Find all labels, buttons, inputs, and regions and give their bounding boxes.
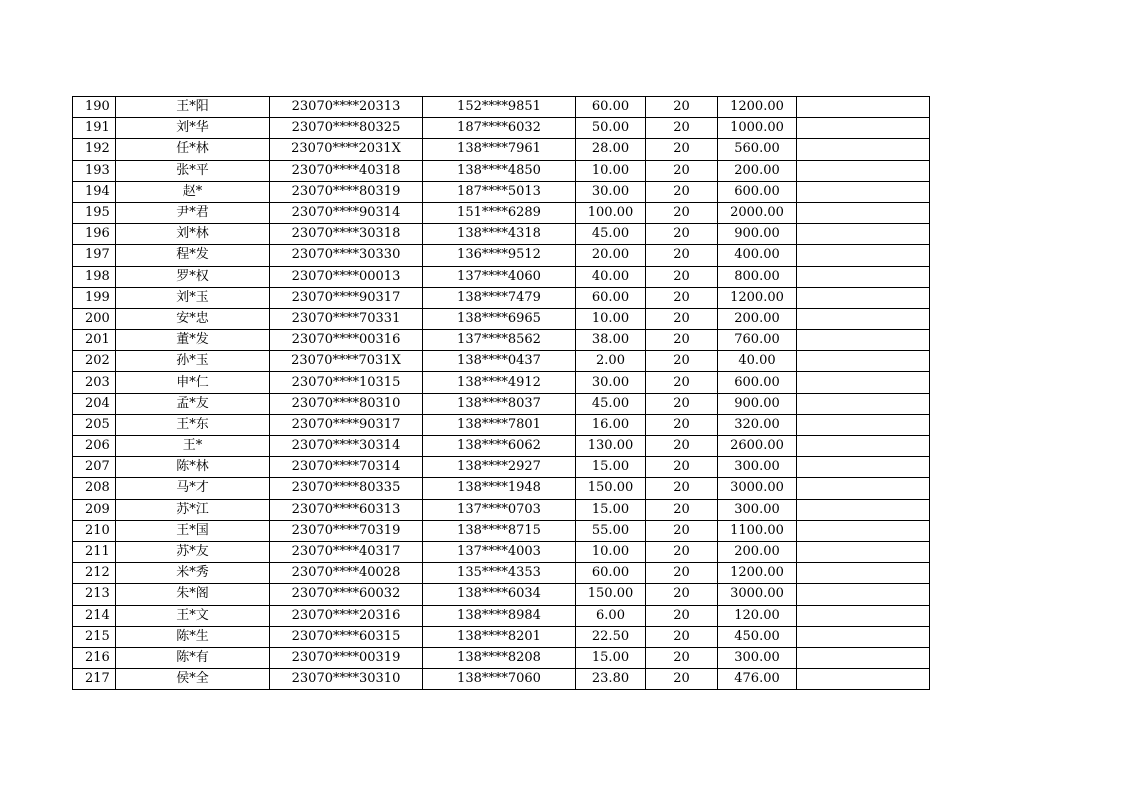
id-number-cell: 23070****20313 (270, 97, 423, 118)
phone-cell: 138****8984 (423, 605, 576, 626)
note-cell (797, 393, 930, 414)
id-number-cell: 23070****30314 (270, 436, 423, 457)
phone-cell: 138****4912 (423, 372, 576, 393)
id-number-cell: 23070****80319 (270, 181, 423, 202)
table-row (73, 669, 930, 690)
amount-cell: 600.00 (718, 181, 797, 202)
id-number-cell: 23070****30310 (270, 669, 423, 690)
quantity-cell: 45.00 (576, 393, 646, 414)
row-number-cell: 210 (73, 520, 116, 541)
note-cell (797, 541, 930, 562)
unit-price-cell: 20 (646, 245, 718, 266)
row-number-cell: 213 (73, 584, 116, 605)
row-number-cell: 205 (73, 414, 116, 435)
note-cell (797, 351, 930, 372)
phone-cell: 138****8201 (423, 626, 576, 647)
quantity-cell: 2.00 (576, 351, 646, 372)
row-number-cell: 202 (73, 351, 116, 372)
phone-cell: 138****7060 (423, 669, 576, 690)
note-cell (797, 202, 930, 223)
name-cell: 王*文 (116, 605, 270, 626)
quantity-cell: 60.00 (576, 287, 646, 308)
unit-price-cell: 20 (646, 139, 718, 160)
note-cell (797, 647, 930, 668)
unit-price-cell: 20 (646, 372, 718, 393)
amount-cell: 3000.00 (718, 584, 797, 605)
unit-price-cell: 20 (646, 414, 718, 435)
row-number-cell: 209 (73, 499, 116, 520)
note-cell (797, 584, 930, 605)
quantity-cell: 15.00 (576, 647, 646, 668)
amount-cell: 300.00 (718, 457, 797, 478)
name-cell: 刘*华 (116, 118, 270, 139)
name-cell: 程*发 (116, 245, 270, 266)
note-cell (797, 520, 930, 541)
table-row (73, 118, 930, 139)
unit-price-cell: 20 (646, 669, 718, 690)
amount-cell: 40.00 (718, 351, 797, 372)
phone-cell: 138****4318 (423, 224, 576, 245)
phone-cell: 138****6034 (423, 584, 576, 605)
amount-cell: 200.00 (718, 160, 797, 181)
amount-cell: 1200.00 (718, 563, 797, 584)
quantity-cell: 100.00 (576, 202, 646, 223)
id-number-cell: 23070****90317 (270, 287, 423, 308)
phone-cell: 135****4353 (423, 563, 576, 584)
amount-cell: 200.00 (718, 308, 797, 329)
note-cell (797, 414, 930, 435)
table-row (73, 605, 930, 626)
table-row (73, 308, 930, 329)
amount-cell: 2600.00 (718, 436, 797, 457)
amount-cell: 450.00 (718, 626, 797, 647)
note-cell (797, 160, 930, 181)
unit-price-cell: 20 (646, 287, 718, 308)
row-number-cell: 193 (73, 160, 116, 181)
name-cell: 刘*林 (116, 224, 270, 245)
table-row (73, 160, 930, 181)
id-number-cell: 23070****40317 (270, 541, 423, 562)
name-cell: 米*秀 (116, 563, 270, 584)
unit-price-cell: 20 (646, 308, 718, 329)
row-number-cell: 208 (73, 478, 116, 499)
quantity-cell: 10.00 (576, 541, 646, 562)
phone-cell: 138****8715 (423, 520, 576, 541)
quantity-cell: 20.00 (576, 245, 646, 266)
id-number-cell: 23070****70314 (270, 457, 423, 478)
note-cell (797, 287, 930, 308)
row-number-cell: 198 (73, 266, 116, 287)
quantity-cell: 150.00 (576, 478, 646, 499)
id-number-cell: 23070****40028 (270, 563, 423, 584)
row-number-cell: 204 (73, 393, 116, 414)
note-cell (797, 224, 930, 245)
phone-cell: 138****6965 (423, 308, 576, 329)
quantity-cell: 150.00 (576, 584, 646, 605)
name-cell: 侯*全 (116, 669, 270, 690)
unit-price-cell: 20 (646, 520, 718, 541)
quantity-cell: 6.00 (576, 605, 646, 626)
table-row (73, 372, 930, 393)
quantity-cell: 40.00 (576, 266, 646, 287)
name-cell: 孙*玉 (116, 351, 270, 372)
name-cell: 安*忠 (116, 308, 270, 329)
id-number-cell: 23070****90317 (270, 414, 423, 435)
name-cell: 董*发 (116, 330, 270, 351)
unit-price-cell: 20 (646, 202, 718, 223)
row-number-cell: 211 (73, 541, 116, 562)
table-row (73, 97, 930, 118)
amount-cell: 300.00 (718, 499, 797, 520)
id-number-cell: 23070****00319 (270, 647, 423, 668)
id-number-cell: 23070****60032 (270, 584, 423, 605)
amount-cell: 1200.00 (718, 97, 797, 118)
table-row (73, 181, 930, 202)
amount-cell: 1000.00 (718, 118, 797, 139)
row-number-cell: 207 (73, 457, 116, 478)
phone-cell: 138****6062 (423, 436, 576, 457)
row-number-cell: 206 (73, 436, 116, 457)
table-row (73, 287, 930, 308)
row-number-cell: 200 (73, 308, 116, 329)
phone-cell: 138****0437 (423, 351, 576, 372)
table-row (73, 266, 930, 287)
name-cell: 陈*有 (116, 647, 270, 668)
quantity-cell: 30.00 (576, 372, 646, 393)
amount-cell: 320.00 (718, 414, 797, 435)
name-cell: 陈*生 (116, 626, 270, 647)
unit-price-cell: 20 (646, 584, 718, 605)
name-cell: 王*东 (116, 414, 270, 435)
records-table (72, 96, 930, 690)
phone-cell: 137****0703 (423, 499, 576, 520)
amount-cell: 600.00 (718, 372, 797, 393)
id-number-cell: 23070****2031X (270, 139, 423, 160)
amount-cell: 900.00 (718, 393, 797, 414)
table-row (73, 584, 930, 605)
phone-cell: 138****7961 (423, 139, 576, 160)
name-cell: 苏*江 (116, 499, 270, 520)
quantity-cell: 50.00 (576, 118, 646, 139)
unit-price-cell: 20 (646, 118, 718, 139)
row-number-cell: 203 (73, 372, 116, 393)
row-number-cell: 194 (73, 181, 116, 202)
table-row (73, 351, 930, 372)
quantity-cell: 15.00 (576, 499, 646, 520)
row-number-cell: 199 (73, 287, 116, 308)
phone-cell: 187****6032 (423, 118, 576, 139)
id-number-cell: 23070****60315 (270, 626, 423, 647)
row-number-cell: 217 (73, 669, 116, 690)
row-number-cell: 214 (73, 605, 116, 626)
table-body (73, 97, 930, 690)
phone-cell: 151****6289 (423, 202, 576, 223)
name-cell: 张*平 (116, 160, 270, 181)
phone-cell: 137****4060 (423, 266, 576, 287)
phone-cell: 138****7801 (423, 414, 576, 435)
name-cell: 罗*权 (116, 266, 270, 287)
table-row (73, 224, 930, 245)
table-row (73, 330, 930, 351)
table-row (73, 541, 930, 562)
unit-price-cell: 20 (646, 605, 718, 626)
name-cell: 苏*友 (116, 541, 270, 562)
unit-price-cell: 20 (646, 626, 718, 647)
unit-price-cell: 20 (646, 351, 718, 372)
row-number-cell: 197 (73, 245, 116, 266)
amount-cell: 800.00 (718, 266, 797, 287)
table-row (73, 499, 930, 520)
table-row (73, 393, 930, 414)
phone-cell: 187****5013 (423, 181, 576, 202)
note-cell (797, 436, 930, 457)
amount-cell: 120.00 (718, 605, 797, 626)
row-number-cell: 191 (73, 118, 116, 139)
id-number-cell: 23070****7031X (270, 351, 423, 372)
id-number-cell: 23070****80325 (270, 118, 423, 139)
amount-cell: 400.00 (718, 245, 797, 266)
name-cell: 王* (116, 436, 270, 457)
id-number-cell: 23070****20316 (270, 605, 423, 626)
amount-cell: 560.00 (718, 139, 797, 160)
row-number-cell: 201 (73, 330, 116, 351)
note-cell (797, 118, 930, 139)
table-row (73, 202, 930, 223)
name-cell: 任*林 (116, 139, 270, 160)
note-cell (797, 372, 930, 393)
id-number-cell: 23070****70331 (270, 308, 423, 329)
quantity-cell: 60.00 (576, 563, 646, 584)
table-row (73, 457, 930, 478)
quantity-cell: 16.00 (576, 414, 646, 435)
unit-price-cell: 20 (646, 457, 718, 478)
amount-cell: 760.00 (718, 330, 797, 351)
id-number-cell: 23070****60313 (270, 499, 423, 520)
quantity-cell: 130.00 (576, 436, 646, 457)
unit-price-cell: 20 (646, 181, 718, 202)
phone-cell: 138****7479 (423, 287, 576, 308)
unit-price-cell: 20 (646, 436, 718, 457)
id-number-cell: 23070****00316 (270, 330, 423, 351)
quantity-cell: 45.00 (576, 224, 646, 245)
quantity-cell: 55.00 (576, 520, 646, 541)
unit-price-cell: 20 (646, 330, 718, 351)
phone-cell: 136****9512 (423, 245, 576, 266)
amount-cell: 200.00 (718, 541, 797, 562)
name-cell: 赵* (116, 181, 270, 202)
table-row (73, 414, 930, 435)
row-number-cell: 215 (73, 626, 116, 647)
name-cell: 申*仁 (116, 372, 270, 393)
id-number-cell: 23070****40318 (270, 160, 423, 181)
row-number-cell: 212 (73, 563, 116, 584)
amount-cell: 1200.00 (718, 287, 797, 308)
quantity-cell: 22.50 (576, 626, 646, 647)
note-cell (797, 457, 930, 478)
phone-cell: 152****9851 (423, 97, 576, 118)
note-cell (797, 266, 930, 287)
amount-cell: 1100.00 (718, 520, 797, 541)
unit-price-cell: 20 (646, 647, 718, 668)
note-cell (797, 626, 930, 647)
note-cell (797, 669, 930, 690)
table-row (73, 245, 930, 266)
quantity-cell: 30.00 (576, 181, 646, 202)
table-row (73, 626, 930, 647)
unit-price-cell: 20 (646, 478, 718, 499)
name-cell: 朱*阁 (116, 584, 270, 605)
table-row (73, 647, 930, 668)
amount-cell: 476.00 (718, 669, 797, 690)
phone-cell: 137****4003 (423, 541, 576, 562)
phone-cell: 138****1948 (423, 478, 576, 499)
quantity-cell: 10.00 (576, 308, 646, 329)
quantity-cell: 60.00 (576, 97, 646, 118)
note-cell (797, 139, 930, 160)
id-number-cell: 23070****70319 (270, 520, 423, 541)
quantity-cell: 38.00 (576, 330, 646, 351)
id-number-cell: 23070****90314 (270, 202, 423, 223)
phone-cell: 138****4850 (423, 160, 576, 181)
id-number-cell: 23070****80310 (270, 393, 423, 414)
row-number-cell: 192 (73, 139, 116, 160)
note-cell (797, 499, 930, 520)
unit-price-cell: 20 (646, 541, 718, 562)
data-sheet (72, 96, 930, 690)
table-row (73, 520, 930, 541)
unit-price-cell: 20 (646, 224, 718, 245)
unit-price-cell: 20 (646, 266, 718, 287)
unit-price-cell: 20 (646, 97, 718, 118)
row-number-cell: 216 (73, 647, 116, 668)
quantity-cell: 28.00 (576, 139, 646, 160)
name-cell: 孟*友 (116, 393, 270, 414)
table-row (73, 478, 930, 499)
note-cell (797, 330, 930, 351)
quantity-cell: 10.00 (576, 160, 646, 181)
name-cell: 王*国 (116, 520, 270, 541)
note-cell (797, 308, 930, 329)
note-cell (797, 605, 930, 626)
phone-cell: 138****8208 (423, 647, 576, 668)
amount-cell: 900.00 (718, 224, 797, 245)
phone-cell: 137****8562 (423, 330, 576, 351)
note-cell (797, 563, 930, 584)
note-cell (797, 181, 930, 202)
id-number-cell: 23070****80335 (270, 478, 423, 499)
id-number-cell: 23070****30318 (270, 224, 423, 245)
table-row (73, 563, 930, 584)
quantity-cell: 15.00 (576, 457, 646, 478)
note-cell (797, 478, 930, 499)
name-cell: 陈*林 (116, 457, 270, 478)
quantity-cell: 23.80 (576, 669, 646, 690)
phone-cell: 138****8037 (423, 393, 576, 414)
id-number-cell: 23070****30330 (270, 245, 423, 266)
table-row (73, 436, 930, 457)
name-cell: 王*阳 (116, 97, 270, 118)
phone-cell: 138****2927 (423, 457, 576, 478)
unit-price-cell: 20 (646, 393, 718, 414)
id-number-cell: 23070****10315 (270, 372, 423, 393)
note-cell (797, 97, 930, 118)
row-number-cell: 190 (73, 97, 116, 118)
unit-price-cell: 20 (646, 160, 718, 181)
amount-cell: 300.00 (718, 647, 797, 668)
row-number-cell: 195 (73, 202, 116, 223)
unit-price-cell: 20 (646, 563, 718, 584)
row-number-cell: 196 (73, 224, 116, 245)
amount-cell: 3000.00 (718, 478, 797, 499)
unit-price-cell: 20 (646, 499, 718, 520)
name-cell: 马*才 (116, 478, 270, 499)
name-cell: 尹*君 (116, 202, 270, 223)
amount-cell: 2000.00 (718, 202, 797, 223)
id-number-cell: 23070****00013 (270, 266, 423, 287)
name-cell: 刘*玉 (116, 287, 270, 308)
note-cell (797, 245, 930, 266)
table-row (73, 139, 930, 160)
